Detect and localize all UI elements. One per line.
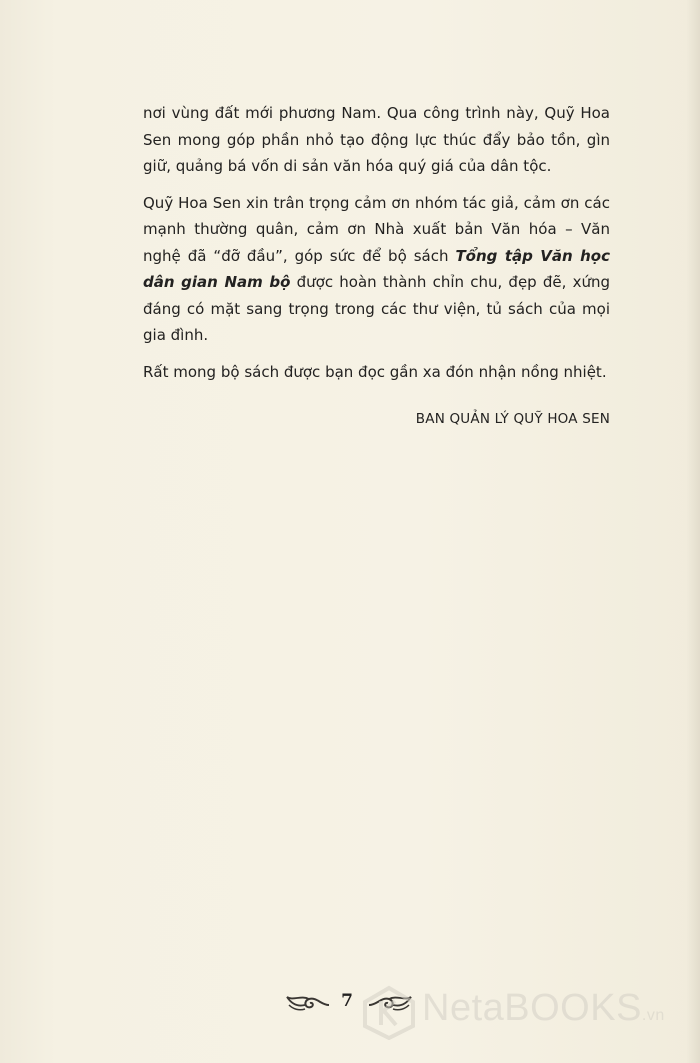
paragraph-2-end: được hoàn thành chỉn chu, đẹp đẽ, xứng đáng có mặt sang trọng trong các thư viện, tủ sách của mọi gia đình.: [143, 273, 610, 344]
page-number: 7: [341, 991, 353, 1011]
paragraph-2-start: Quỹ Hoa Sen xin trân trọng cảm ơn nhóm tác giả, cảm ơn các mạnh thường quân, cảm ơn Nhà xuất bản Văn hóa – Văn nghệ đã “đỡ đầu”, góp sức để bộ sách: [143, 193, 610, 265]
watermark-text: [422, 987, 665, 1030]
watermark-brand: NetaBOOKS: [422, 987, 642, 1029]
paragraph-2: [143, 190, 610, 349]
left-ornament-icon: [283, 991, 331, 1017]
paragraph-3: Rất mong bộ sách được bạn đọc gần xa đón nhận nồng nhiệt.: [143, 362, 607, 381]
book-series-title: Tổng tập Văn học dân gian Nam bộ: [143, 246, 610, 291]
watermark-logo-icon: [360, 985, 418, 1040]
watermark-suffix: .vn: [641, 1007, 665, 1024]
watermark: [360, 985, 690, 1040]
signature: BAN QUẢN LÝ QUỸ HOA SEN: [415, 411, 610, 427]
paragraph-1: nơi vùng đất mới phương Nam. Qua công trình này, Quỹ Hoa Sen mong góp phần nhỏ tạo động lực thúc đẩy bảo tồn, gìn giữ, quảng bá vốn di sản văn hóa quý giá của dân tộc.: [143, 104, 610, 175]
body-text: [143, 100, 610, 385]
